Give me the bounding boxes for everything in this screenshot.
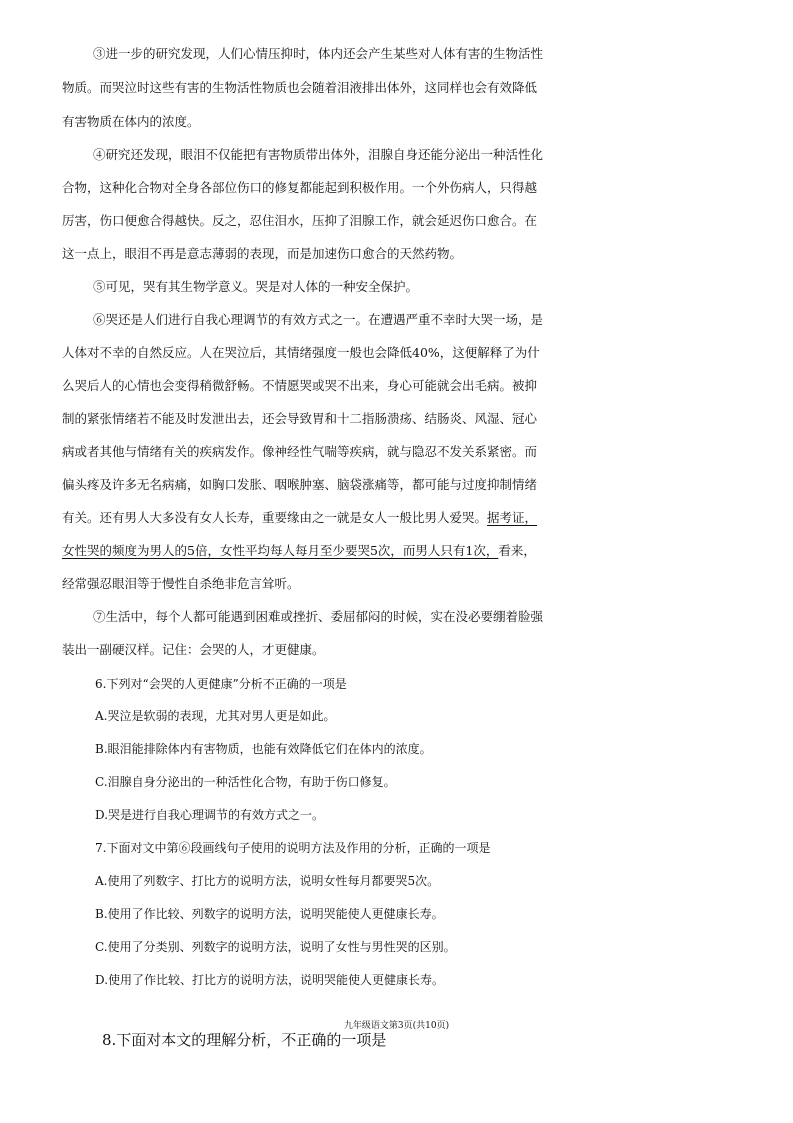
paragraph-3-line-3: 有害物质在体内的浓度。	[62, 114, 200, 129]
question-6-stem: 6.下列对“会哭的人更健康”分析不正确的一项是	[95, 677, 347, 691]
paragraph-3-line-2: 物质。而哭泣时这些有害的生物活性物质也会随着泪液排出体外，这同样也会有效降低	[62, 80, 538, 95]
page-footer: 九年级语文第3页(共10页)	[343, 1021, 450, 1031]
question-8-stem: 8.下面对本文的理解分析，不正确的一项是	[102, 1031, 387, 1049]
paragraph-6-line-3: 么哭后人的心情也会变得稍微舒畅。不情愿哭或哭不出来，身心可能就会出毛病。被抑	[62, 378, 538, 393]
paragraph-4-line-3: 厉害，伤口便愈合得越快。反之，忍住泪水，压抑了泪腺工作，就会延迟伤口愈合。在	[62, 213, 538, 228]
paragraph-4-line-4: 这一点上，眼泪不再是意志薄弱的表现，而是加速伤口愈合的天然药物。	[62, 246, 463, 261]
paragraph-6-line-1: ⑥哭还是人们进行自我心理调节的有效方式之一。在遭遇严重不幸时大哭一场，是	[93, 312, 544, 327]
question-7-option-c: C.使用了分类别、列数字的说明方法，说明了女性与男性哭的区别。	[95, 940, 456, 954]
paragraph-7-line-2: 装出一副硬汉样。记住：会哭的人，才更健康。	[62, 642, 325, 657]
question-6-option-b: B.眼泪能排除体内有害物质，也能有效降低它们在体内的浓度。	[95, 742, 432, 756]
paragraph-5: ⑤可见，哭有其生物学意义。哭是对人体的一种安全保护。	[93, 279, 419, 294]
paragraph-4-line-1: ④研究还发现，眼泪不仅能把有害物质带出体外，泪腺自身还能分泌出一种活性化	[93, 147, 544, 162]
paragraph-6-line-8-text: 看来，	[498, 543, 536, 558]
paragraph-6-line-8	[62, 543, 536, 559]
paragraph-6-line-2: 人体对不幸的自然反应。人在哭泣后，其情绪强度一般也会降低40%，这便解释了为什	[62, 345, 540, 360]
question-7-stem: 7.下面对文中第⑥段画线句子使用的说明方法及作用的分析，正确的一项是	[95, 841, 491, 855]
question-7-option-a: A.使用了列数字、打比方的说明方法，说明女性每月都要哭5次。	[95, 874, 440, 888]
paragraph-4-line-2: 合物，这种化合物对全身各部位伤口的修复都能起到积极作用。一个外伤病人，只得越	[62, 180, 538, 195]
paragraph-6-line-6: 偏头疼及许多无名病痛，如胸口发胀、咽喉肿塞、脑袋涨痛等，都可能与过度抑制情绪	[62, 477, 538, 492]
question-6-option-d: D.哭是进行自我心理调节的有效方式之一。	[95, 808, 325, 822]
paragraph-7-line-1: ⑦生活中，每个人都可能遇到困难或挫折、委屈郁闷的时候，实在没必要绷着脸强	[93, 609, 544, 624]
paragraph-6-line-7	[62, 510, 537, 526]
question-6-option-a: A.哭泣是软弱的表现，尤其对男人更是如此。	[95, 709, 336, 723]
question-6-option-c: C.泪腺自身分泌出的一种活性化合物，有助于伤口修复。	[95, 775, 396, 789]
question-7-option-d: D.使用了作比较、打比方的说明方法，说明哭能使人更健康长寿。	[95, 973, 445, 987]
paragraph-6-line-7-text: 有关。还有男人大多没有女人长寿，重要缘由之一就是女人一般比男人爱哭。	[62, 510, 488, 525]
underlined-sentence: 女性哭的频度为男人的5倍，女性平均每人每月至少要哭5次，而男人只有1次，	[62, 543, 499, 558]
underlined-sentence-start: 据考证，	[487, 510, 538, 525]
paragraph-6-line-9: 经常强忍眼泪等于慢性自杀绝非危言耸听。	[62, 576, 300, 591]
question-7-option-b: B.使用了作比较、列数字的说明方法，说明哭能使人更健康长寿。	[95, 907, 444, 921]
paragraph-6-line-4: 制的紧张情绪若不能及时发泄出去，还会导致胃和十二指肠溃疡、结肠炎、风湿、冠心	[62, 411, 538, 426]
paragraph-3-line-1: ③进一步的研究发现，人们心情压抑时，体内还会产生某些对人体有害的生物活性	[93, 46, 544, 61]
paragraph-6-line-5: 病或者其他与情绪有关的疾病发作。像神经性气喘等疾病，就与隐忍不发关系紧密。而	[62, 444, 538, 459]
